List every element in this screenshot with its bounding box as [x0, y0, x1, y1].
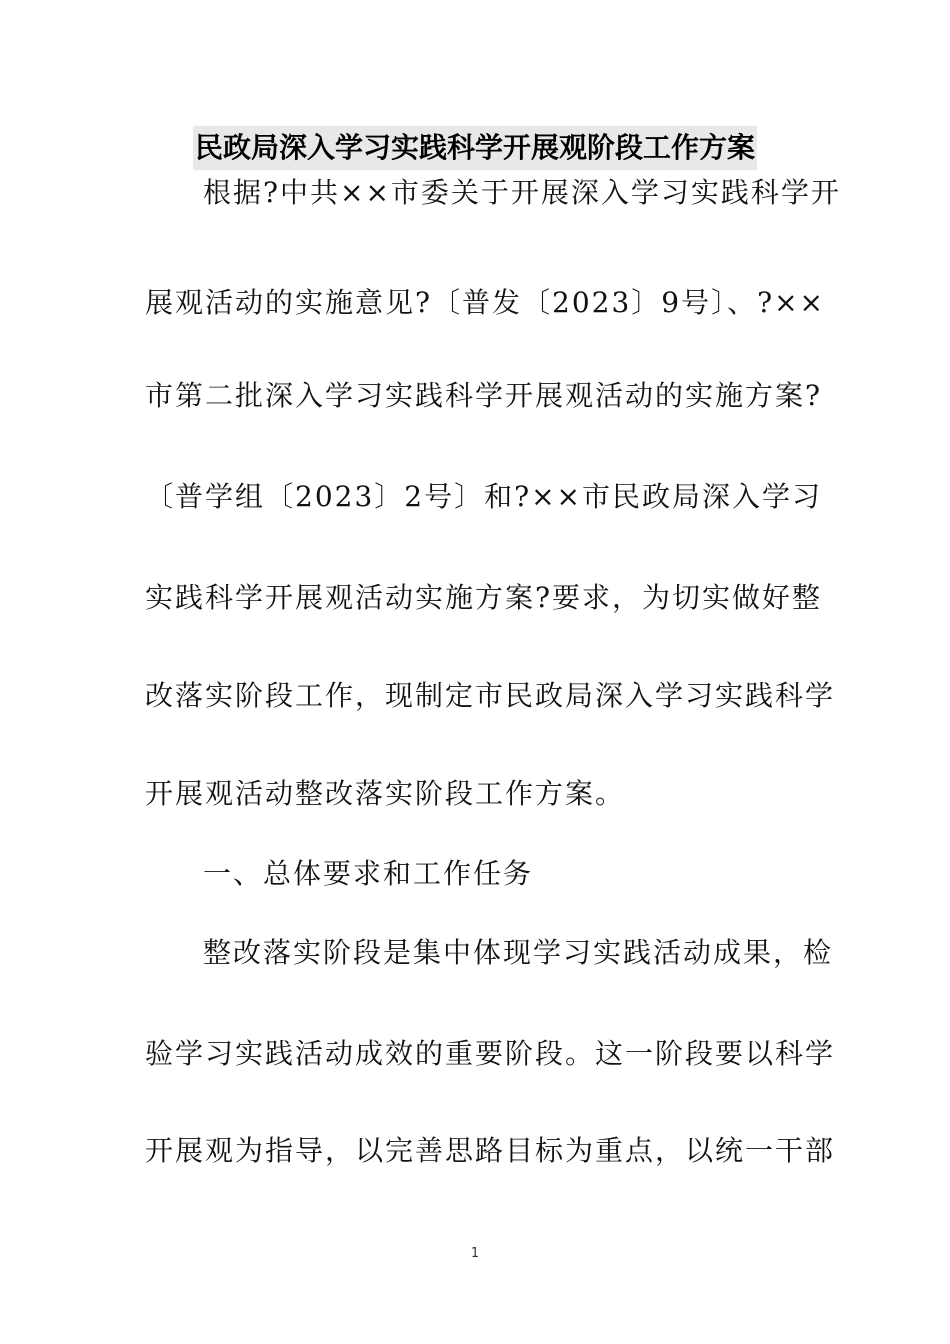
document-title — [0, 126, 950, 170]
paragraph-line: 开展观为指导，以完善思路目标为重点，以统一干部 — [145, 1134, 836, 1167]
paragraph-line: 市第二批深入学习实践科学开展观活动的实施方案? — [145, 379, 823, 412]
paragraph-line: 〔普学组〔2023〕2号〕和?××市民政局深入学习 — [145, 480, 823, 513]
page-number: 1 — [470, 1246, 480, 1261]
paragraph-line: 改落实阶段工作，现制定市民政局深入学习实践科学 — [145, 679, 836, 712]
paragraph-line: 展观活动的实施意见?〔普发〔2023〕9号〕、?×× — [145, 286, 826, 319]
section-heading: 一、总体要求和工作任务 — [203, 857, 534, 890]
paragraph-line: 验学习实践活动成效的重要阶段。这一阶段要以科学 — [145, 1037, 836, 1070]
paragraph-line: 整改落实阶段是集中体现学习实践活动成果，检 — [203, 936, 834, 969]
paragraph-line: 根据?中共××市委关于开展深入学习实践科学开 — [203, 176, 841, 209]
document-title-text: 民政局深入学习实践科学开展观阶段工作方案 — [193, 126, 757, 170]
paragraph-line: 实践科学开展观活动实施方案?要求，为切实做好整 — [145, 581, 823, 614]
paragraph-line: 开展观活动整改落实阶段工作方案。 — [145, 777, 626, 810]
